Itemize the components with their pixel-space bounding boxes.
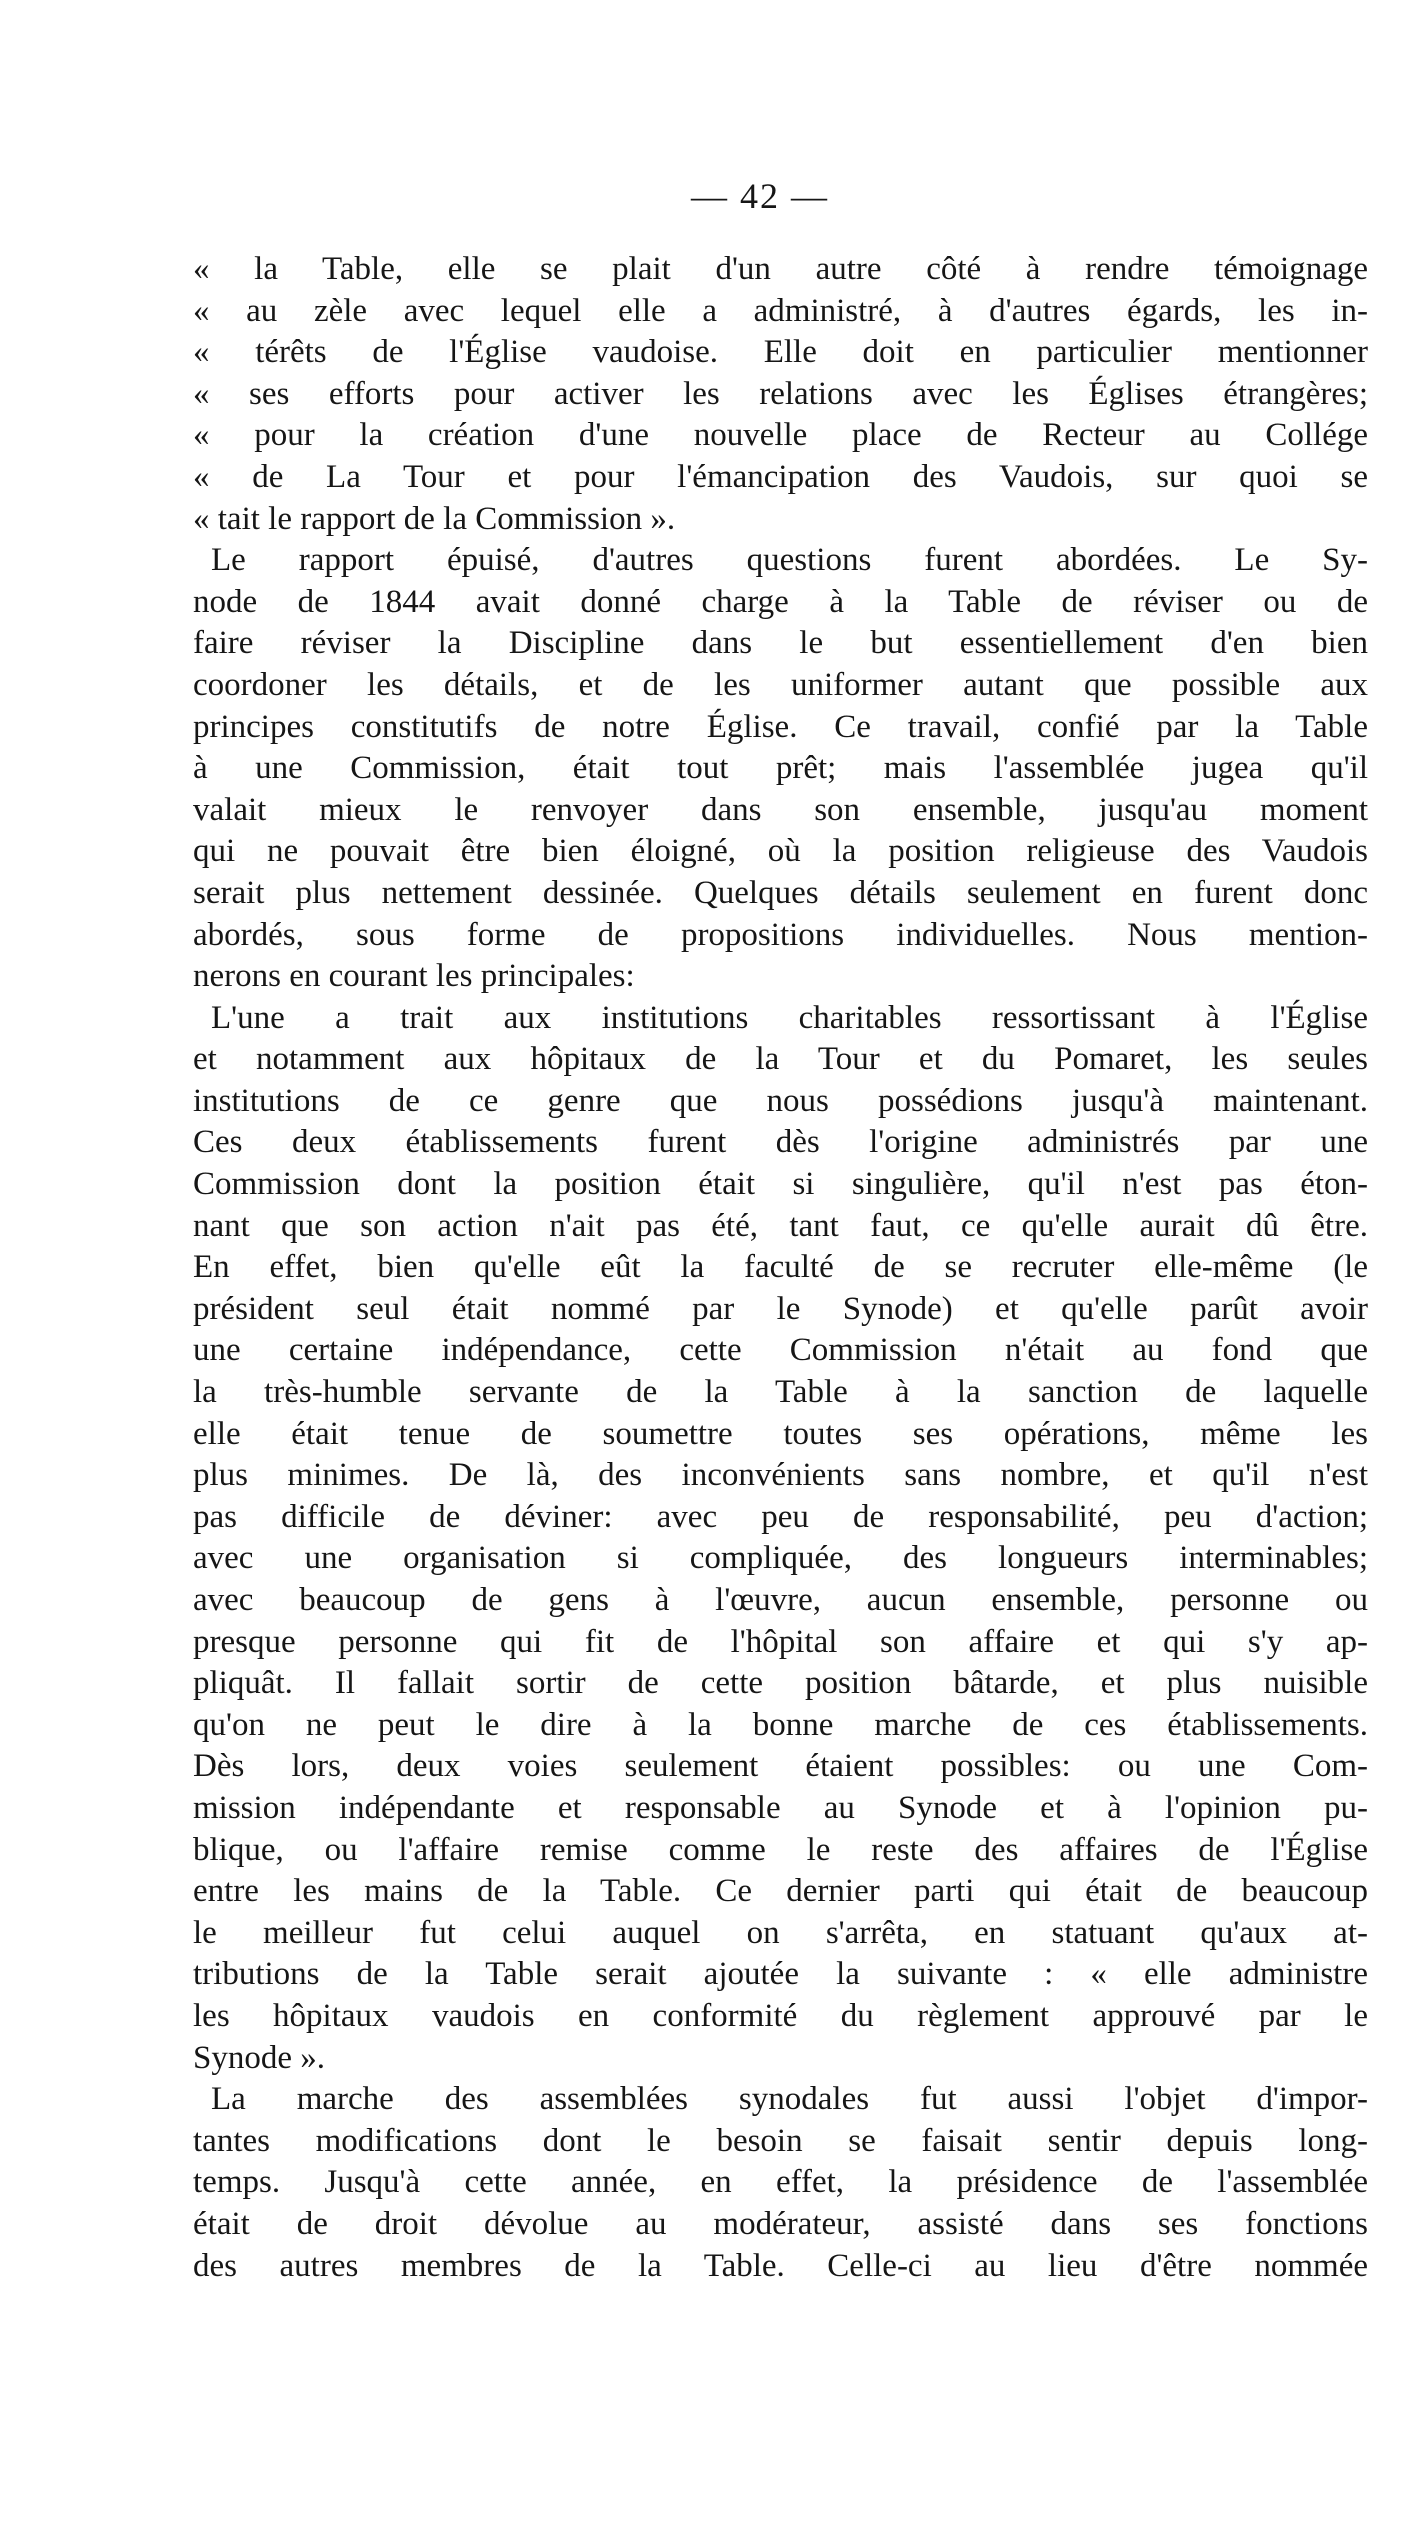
text-line: institutions de ce genre que nous possédions jusqu'à maintenant. bbox=[193, 1082, 1368, 1119]
text-line: Synode ». bbox=[193, 2039, 325, 2076]
text-line: et notamment aux hôpitaux de la Tour et du Pomaret, les seules bbox=[193, 1041, 1368, 1078]
text-line: président seul était nommé par le Synode) et qu'elle parût avoir bbox=[193, 1290, 1368, 1327]
text-line: plus minimes. De là, des inconvénients sans nombre, et qu'il n'est bbox=[193, 1457, 1368, 1494]
text-line: En effet, bien qu'elle eût la faculté de se recruter elle-même (le bbox=[193, 1249, 1368, 1286]
text-line: « au zèle avec lequel elle a administré, à d'autres égards, les in- bbox=[193, 292, 1368, 329]
text-line: nant que son action n'ait pas été, tant faut, ce qu'elle aurait dû être. bbox=[193, 1207, 1368, 1244]
text-line: « pour la création d'une nouvelle place de Recteur au Collége bbox=[193, 417, 1368, 454]
text-line: avec beaucoup de gens à l'œuvre, aucun ensemble, personne ou bbox=[193, 1582, 1368, 1618]
text-line: entre les mains de la Table. Ce dernier parti qui était de beaucoup bbox=[193, 1873, 1368, 1910]
text-line: tributions de la Table serait ajoutée la suivante : « elle administre bbox=[193, 1956, 1368, 1993]
text-line: nerons en courant les principales: bbox=[193, 958, 635, 995]
text-line: « térêts de l'Église vaudoise. Elle doit en particulier mentionner bbox=[193, 334, 1368, 371]
text-line: elle était tenue de soumettre toutes ses opérations, même les bbox=[193, 1415, 1368, 1452]
page-number: — 42 — bbox=[691, 176, 829, 216]
text-line: coordoner les détails, et de les uniformer autant que possible aux bbox=[193, 666, 1368, 703]
text-line: les hôpitaux vaudois en conformité du règlement approuvé par le bbox=[193, 1997, 1368, 2034]
text-line: le meilleur fut celui auquel on s'arrêta, en statuant qu'aux at- bbox=[193, 1914, 1368, 1951]
text-line: Dès lors, deux voies seulement étaient possibles: ou une Com- bbox=[193, 1748, 1368, 1785]
text-line: principes constitutifs de notre Église. Ce travail, confié par la Table bbox=[193, 708, 1368, 745]
text-line: était de droit dévolue au modérateur, assisté dans ses fonctions bbox=[193, 2205, 1368, 2242]
text-line: serait plus nettement dessinée. Quelques détails seulement en furent donc bbox=[193, 874, 1368, 911]
text-line: « la Table, elle se plait d'un autre côté à rendre témoignage bbox=[193, 251, 1368, 287]
text-line: Commission dont la position était si singulière, qu'il n'est pas éton- bbox=[193, 1166, 1368, 1203]
text-line: Le rapport épuisé, d'autres questions furent abordées. Le Sy- bbox=[211, 542, 1368, 579]
text-line: Ces deux établissements furent dès l'origine administrés par une bbox=[193, 1124, 1368, 1161]
text-line: node de 1844 avait donné charge à la Table de réviser ou de bbox=[193, 583, 1368, 620]
text-line: mission indépendante et responsable au Synode et à l'opinion pu- bbox=[193, 1789, 1368, 1826]
text-line: presque personne qui fit de l'hôpital son affaire et qui s'y ap- bbox=[193, 1623, 1368, 1660]
text-line: à une Commission, était tout prêt; mais l'assemblée jugea qu'il bbox=[193, 750, 1368, 787]
text-line: tantes modifications dont le besoin se faisait sentir depuis long- bbox=[193, 2122, 1368, 2159]
text-line: « ses efforts pour activer les relations avec les Églises étrangères; bbox=[193, 375, 1368, 412]
text-line: qu'on ne peut le dire à la bonne marche de ces établissements. bbox=[193, 1706, 1368, 1743]
body-text bbox=[193, 249, 1368, 2287]
text-line: « tait le rapport de la Commission ». bbox=[193, 500, 676, 537]
text-line: la très-humble servante de la Table à la sanction de laquelle bbox=[193, 1374, 1368, 1411]
text-line: pas difficile de déviner: avec peu de responsabilité, peu d'action; bbox=[193, 1498, 1368, 1535]
text-line: des autres membres de la Table. Celle-ci au lieu d'être nommée bbox=[193, 2247, 1368, 2284]
text-line: temps. Jusqu'à cette année, en effet, la présidence de l'assemblée bbox=[193, 2164, 1368, 2201]
text-line: qui ne pouvait être bien éloigné, où la position religieuse des Vaudois bbox=[193, 833, 1368, 870]
text-line: abordés, sous forme de propositions individuelles. Nous mention- bbox=[193, 916, 1368, 953]
text-line: avec une organisation si compliquée, des longueurs interminables; bbox=[193, 1540, 1368, 1577]
text-line: une certaine indépendance, cette Commission n'était au fond que bbox=[193, 1332, 1368, 1369]
text-line: L'une a trait aux institutions charitables ressortissant à l'Église bbox=[211, 999, 1368, 1036]
text-line: faire réviser la Discipline dans le but essentiellement d'en bien bbox=[193, 625, 1368, 662]
text-line: La marche des assemblées synodales fut aussi l'objet d'impor- bbox=[211, 2081, 1368, 2118]
text-line: valait mieux le renvoyer dans son ensemble, jusqu'au moment bbox=[193, 791, 1368, 828]
text-line: « de La Tour et pour l'émancipation des Vaudois, sur quoi se bbox=[193, 458, 1368, 495]
text-line: blique, ou l'affaire remise comme le reste des affaires de l'Église bbox=[193, 1831, 1368, 1868]
text-line: pliquât. Il fallait sortir de cette position bâtarde, et plus nuisible bbox=[193, 1665, 1368, 1702]
